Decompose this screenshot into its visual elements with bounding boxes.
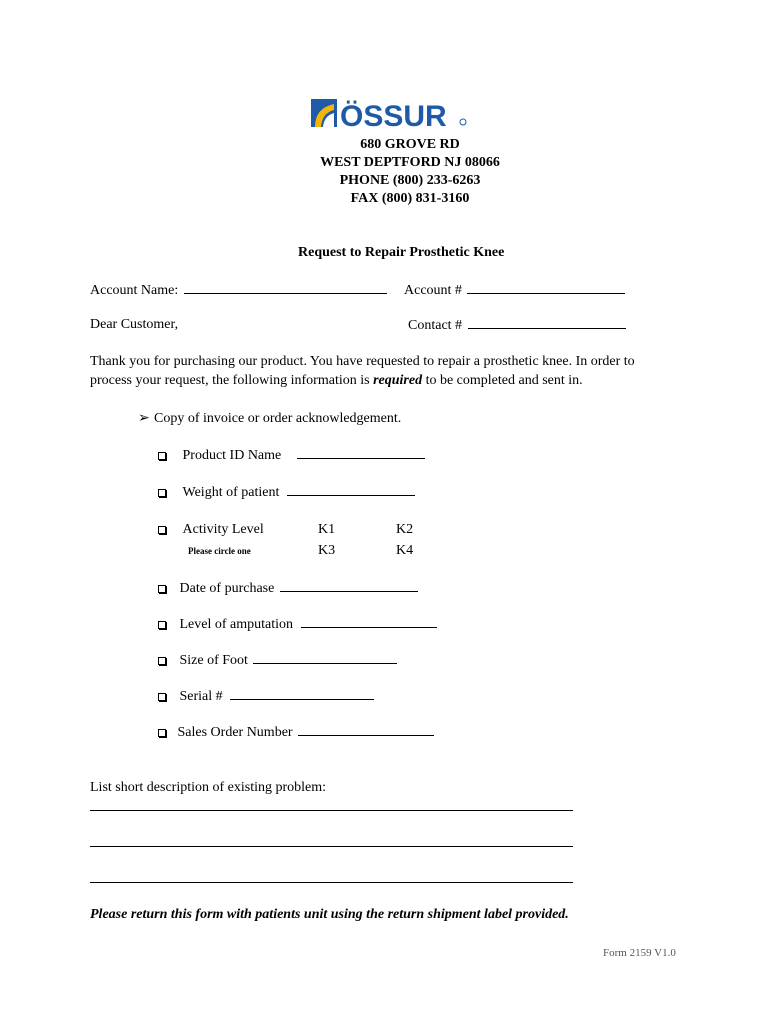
checkbox-icon[interactable] [158, 526, 166, 534]
intro-text: process your request, the following information is [90, 373, 374, 388]
account-number-row [404, 281, 625, 299]
account-name-label: Account Name: [90, 283, 179, 298]
checklist-activity [158, 521, 264, 538]
checkbox-icon[interactable] [158, 585, 166, 593]
account-name-row [90, 281, 387, 299]
required-emphasis: required [373, 373, 423, 388]
checkbox-icon[interactable] [158, 489, 166, 497]
activity-k1[interactable]: K1 [318, 522, 336, 537]
contact-field[interactable] [468, 316, 626, 329]
company-address [0, 136, 770, 208]
foot-label: Size of Foot [179, 653, 248, 668]
problem-line-3[interactable] [90, 882, 573, 883]
checkbox-icon[interactable] [158, 621, 166, 629]
date-field[interactable] [280, 579, 418, 592]
checkbox-icon[interactable] [158, 657, 166, 665]
invoice-bullet [138, 410, 401, 427]
arrow-bullet-icon: ➢ [138, 411, 150, 426]
account-name-field[interactable] [184, 281, 387, 294]
circle-note: Please circle one [188, 546, 251, 556]
serial-label: Serial # [179, 689, 223, 704]
checklist-sales-order [158, 723, 434, 741]
ossur-logo-mark-icon [310, 96, 470, 130]
address-fax: FAX (800) 831-3160 [350, 191, 470, 206]
activity-k3[interactable]: K3 [318, 543, 336, 558]
product-id-field[interactable] [297, 446, 425, 459]
sales-order-field[interactable] [298, 723, 434, 736]
address-city: WEST DEPTFORD NJ 08066 [320, 155, 500, 170]
invoice-bullet-text: Copy of invoice or order acknowledgement. [154, 411, 402, 426]
problem-line-2[interactable] [90, 846, 573, 847]
checklist-product-id [158, 446, 425, 464]
activity-label: Activity Level [182, 522, 264, 537]
account-number-label: Account # [404, 283, 462, 298]
intro-line-2 [90, 371, 635, 390]
date-label: Date of purchase [179, 581, 275, 596]
product-id-label: Product ID Name [182, 448, 282, 463]
intro-paragraph [90, 352, 635, 390]
address-phone: PHONE (800) 233-6263 [339, 173, 481, 188]
logo-wordmark: ÖSSUR [340, 100, 447, 130]
checkbox-icon[interactable] [158, 693, 166, 701]
serial-field[interactable] [230, 687, 374, 700]
problem-line-1[interactable] [90, 810, 573, 811]
return-note: Please return this form with patients unit using the return shipment label provided. [90, 907, 569, 922]
checkbox-icon[interactable] [158, 452, 166, 460]
intro-text-end: to be completed and sent in. [422, 373, 583, 388]
checkbox-icon[interactable] [158, 729, 166, 737]
amputation-label: Level of amputation [179, 617, 294, 632]
checklist-foot [158, 651, 397, 669]
checklist-date [158, 579, 418, 597]
checklist-amputation [158, 615, 437, 633]
checklist-serial [158, 687, 374, 705]
checklist-weight [158, 483, 415, 501]
contact-label: Contact # [408, 318, 463, 333]
foot-field[interactable] [253, 651, 397, 664]
intro-line-1: Thank you for purchasing our product. You have requested to repair a prosthetic knee. In order to [90, 354, 635, 369]
form-id: Form 2159 V1.0 [603, 947, 676, 959]
problem-label: List short description of existing problem: [90, 780, 327, 795]
amputation-field[interactable] [301, 615, 437, 628]
weight-field[interactable] [287, 483, 415, 496]
ossur-logo [310, 96, 470, 130]
contact-row [408, 316, 626, 334]
form-title: Request to Repair Prosthetic Knee [298, 245, 505, 260]
weight-label: Weight of patient [182, 485, 280, 500]
activity-k4[interactable]: K4 [396, 543, 414, 558]
salutation: Dear Customer, [90, 317, 179, 332]
activity-k2[interactable]: K2 [396, 522, 414, 537]
account-number-field[interactable] [467, 281, 625, 294]
address-street: 680 GROVE RD [360, 137, 460, 152]
sales-order-label: Sales Order Number [177, 725, 293, 740]
